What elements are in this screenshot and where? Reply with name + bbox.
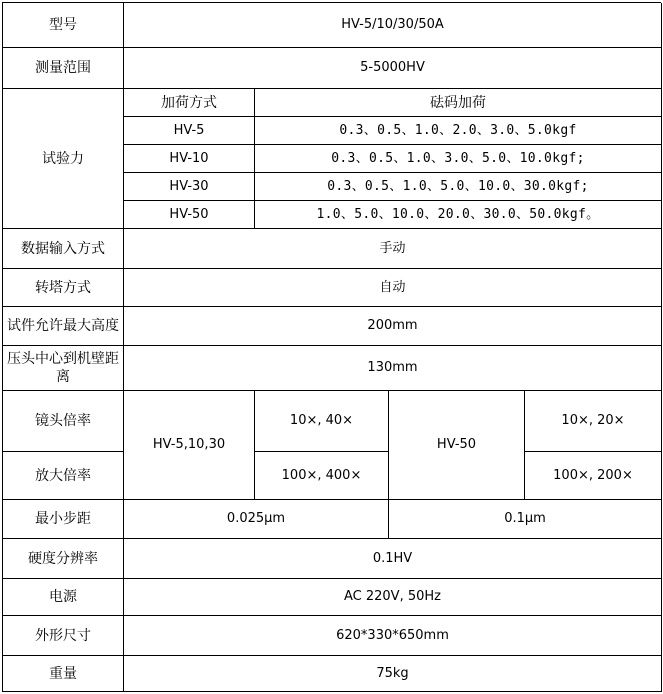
power-label: 电源 (3, 579, 124, 616)
resolution-label: 硬度分辨率 (3, 539, 124, 579)
force-mode-cell: HV-30 (124, 173, 255, 201)
force-mode-cell: HV-10 (124, 145, 255, 173)
resolution-value: 0.1HV (124, 539, 662, 579)
model-label: 型号 (3, 3, 124, 48)
dimensions-value: 620*330*650mm (124, 616, 662, 656)
data-input-label: 数据输入方式 (3, 229, 124, 269)
min-step-value-a: 0.025μm (124, 500, 389, 539)
force-weights-cell: 0.3、0.5、1.0、3.0、5.0、10.0kgf; (255, 145, 662, 173)
max-height-label: 试件允许最大高度 (3, 307, 124, 346)
force-label: 试验力 (3, 89, 124, 229)
power-value: AC 220V, 50Hz (124, 579, 662, 616)
objective-label: 镜头倍率 (3, 391, 124, 452)
model-value: HV-5/10/30/50A (124, 3, 662, 48)
optics-group-b-magnification: 100×, 200× (525, 452, 662, 500)
range-value: 5-5000HV (124, 48, 662, 89)
optics-group-a-models: HV-5,10,30 (124, 391, 255, 500)
weight-label: 重量 (3, 656, 124, 692)
optics-group-b-objective: 10×, 20× (525, 391, 662, 452)
data-input-value: 手动 (124, 229, 662, 269)
force-weights-cell: 0.3、0.5、1.0、5.0、10.0、30.0kgf; (255, 173, 662, 201)
magnification-label: 放大倍率 (3, 452, 124, 500)
turret-value: 自动 (124, 269, 662, 307)
force-weights-cell: 0.3、0.5、1.0、2.0、3.0、5.0kgf (255, 117, 662, 145)
range-label: 测量范围 (3, 48, 124, 89)
optics-group-a-objective: 10×, 40× (255, 391, 389, 452)
force-mode-cell: HV-5 (124, 117, 255, 145)
min-step-value-b: 0.1μm (389, 500, 662, 539)
throat-value: 130mm (124, 346, 662, 391)
force-header-mode: 加荷方式 (124, 89, 255, 117)
force-header-weight: 砝码加荷 (255, 89, 662, 117)
optics-group-b-models: HV-50 (389, 391, 525, 500)
throat-label: 压头中心到机壁距离 (3, 346, 124, 391)
optics-group-a-magnification: 100×, 400× (255, 452, 389, 500)
force-mode-cell: HV-50 (124, 201, 255, 229)
weight-value: 75kg (124, 656, 662, 692)
dimensions-label: 外形尺寸 (3, 616, 124, 656)
turret-label: 转塔方式 (3, 269, 124, 307)
max-height-value: 200mm (124, 307, 662, 346)
spec-table-wrapper (2, 2, 661, 692)
min-step-label: 最小步距 (3, 500, 124, 539)
spec-table (2, 2, 661, 692)
force-weights-cell: 1.0、5.0、10.0、20.0、30.0、50.0kgf。 (255, 201, 662, 229)
